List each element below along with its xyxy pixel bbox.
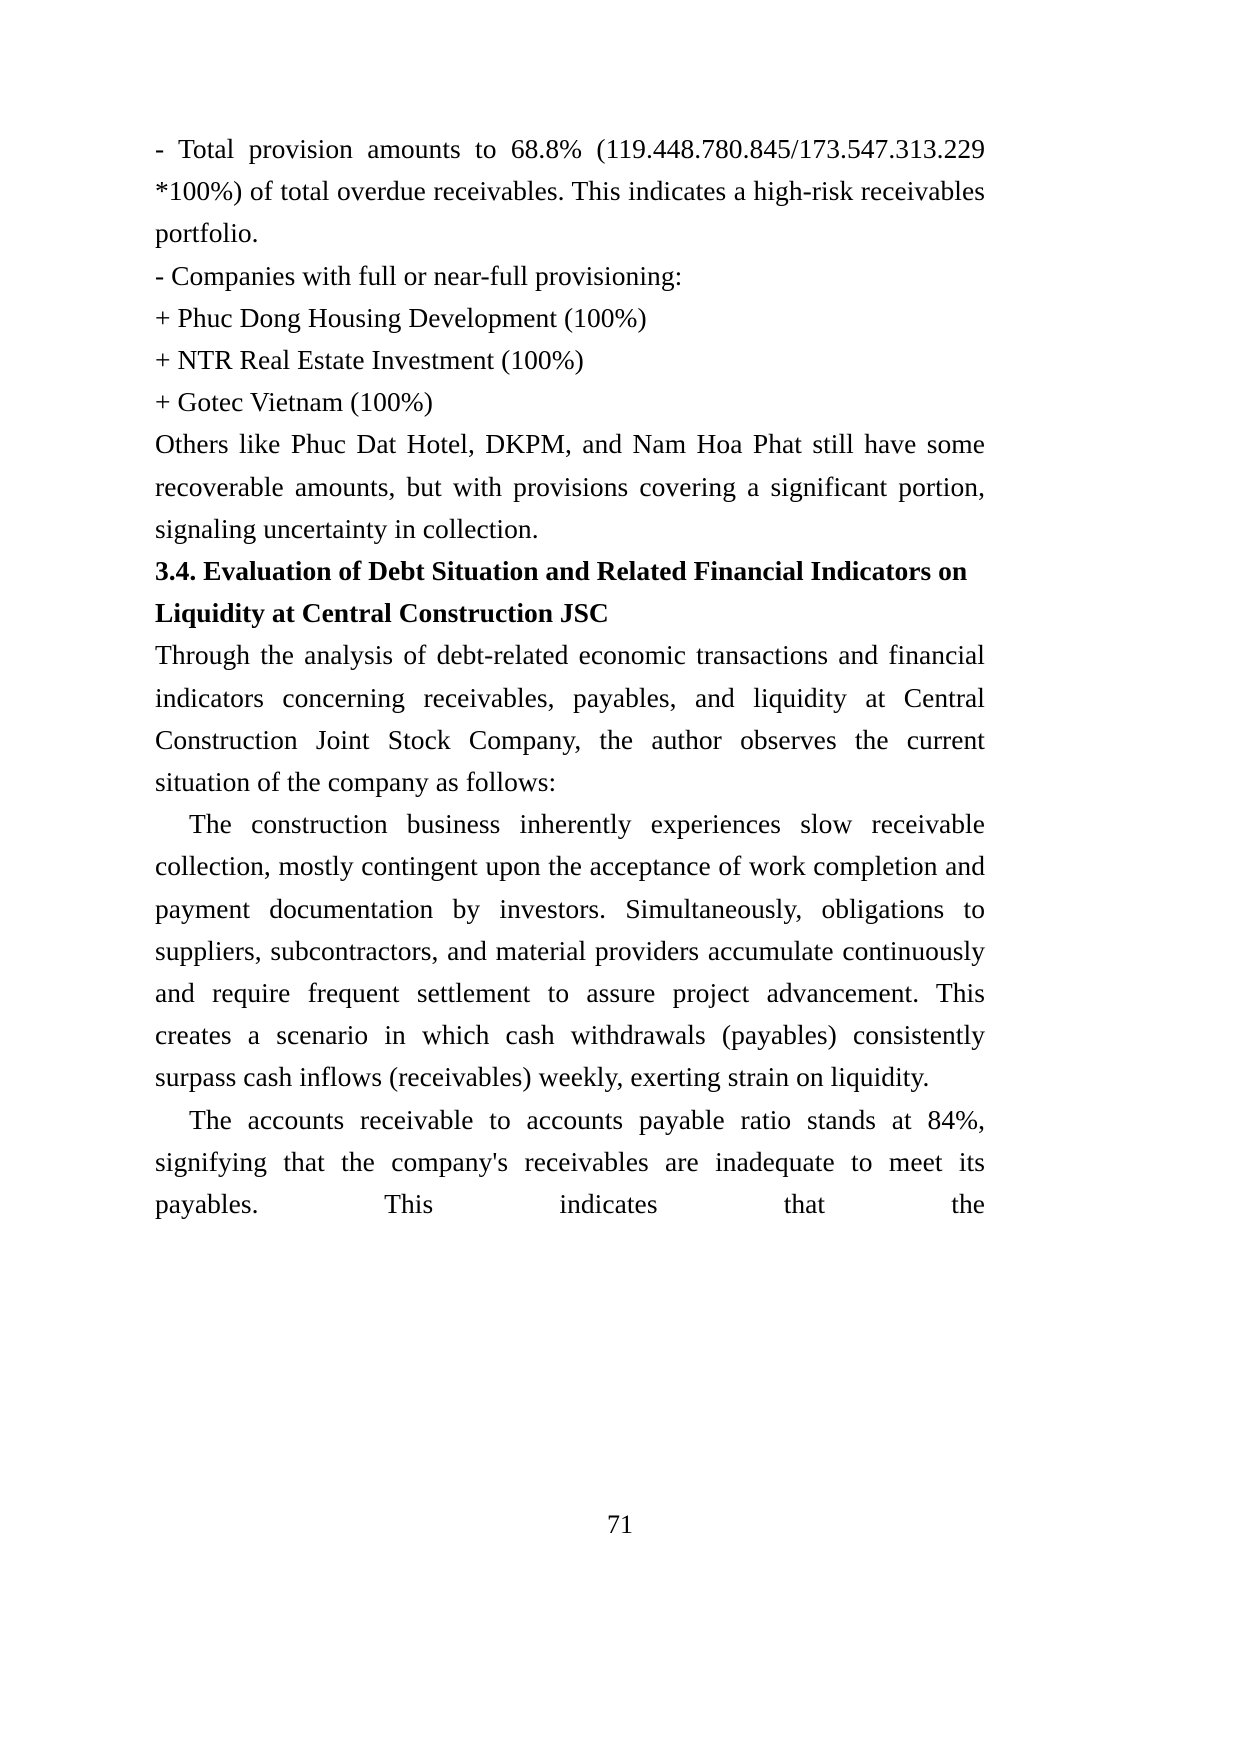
section-heading-3-4: 3.4. Evaluation of Debt Situation and Related Financial Indicators on Liquidity at Central Construction JSC — [155, 555, 968, 629]
page-number: 71 — [607, 1510, 633, 1539]
paragraph-receivable-payable-ratio: The accounts receivable to accounts payable ratio stands at 84%, signifying that the company's receivables are inadequate to meet its payables. This indicates that the — [155, 1103, 985, 1220]
paragraph-through-analysis: Through the analysis of debt-related economic transactions and financial indicators concerning receivables, payables, and liquidity at Central Construction Joint Stock Company, the author observes the current situation of the company as follows: — [155, 639, 985, 798]
list-item-gotec-vietnam: + Gotec Vietnam (100%) — [155, 386, 433, 418]
paragraph-companies-full-provisioning: - Companies with full or near-full provisioning: — [155, 259, 683, 291]
paragraph-total-provision: - Total provision amounts to 68.8% (119.448.780.845/173.547.313.229 *100%) of total overdue receivables. This indicates a high-risk receivables portfolio. — [155, 133, 985, 249]
page-content — [155, 128, 985, 1267]
list-item-phuc-dong-housing: + Phuc Dong Housing Development (100%) — [155, 301, 647, 333]
paragraph-construction-business: The construction business inherently experiences slow receivable collection, mostly contingent upon the acceptance of work completion and payment documentation by investors. Simultaneously, obligations to suppliers, subcontractors, and material providers accumulate continuously and require frequent settlement to assure project advancement. This creates a scenario in which cash withdrawals (payables) consistently surpass cash inflows (receivables) weekly, exerting strain on liquidity. — [155, 808, 985, 1093]
paragraph-others-recoverable: Others like Phuc Dat Hotel, DKPM, and Nam Hoa Phat still have some recoverable amounts, but with provisions covering a significant portion, signaling uncertainty in collection. — [155, 428, 985, 544]
list-item-ntr-real-estate: + NTR Real Estate Investment (100%) — [155, 344, 584, 376]
